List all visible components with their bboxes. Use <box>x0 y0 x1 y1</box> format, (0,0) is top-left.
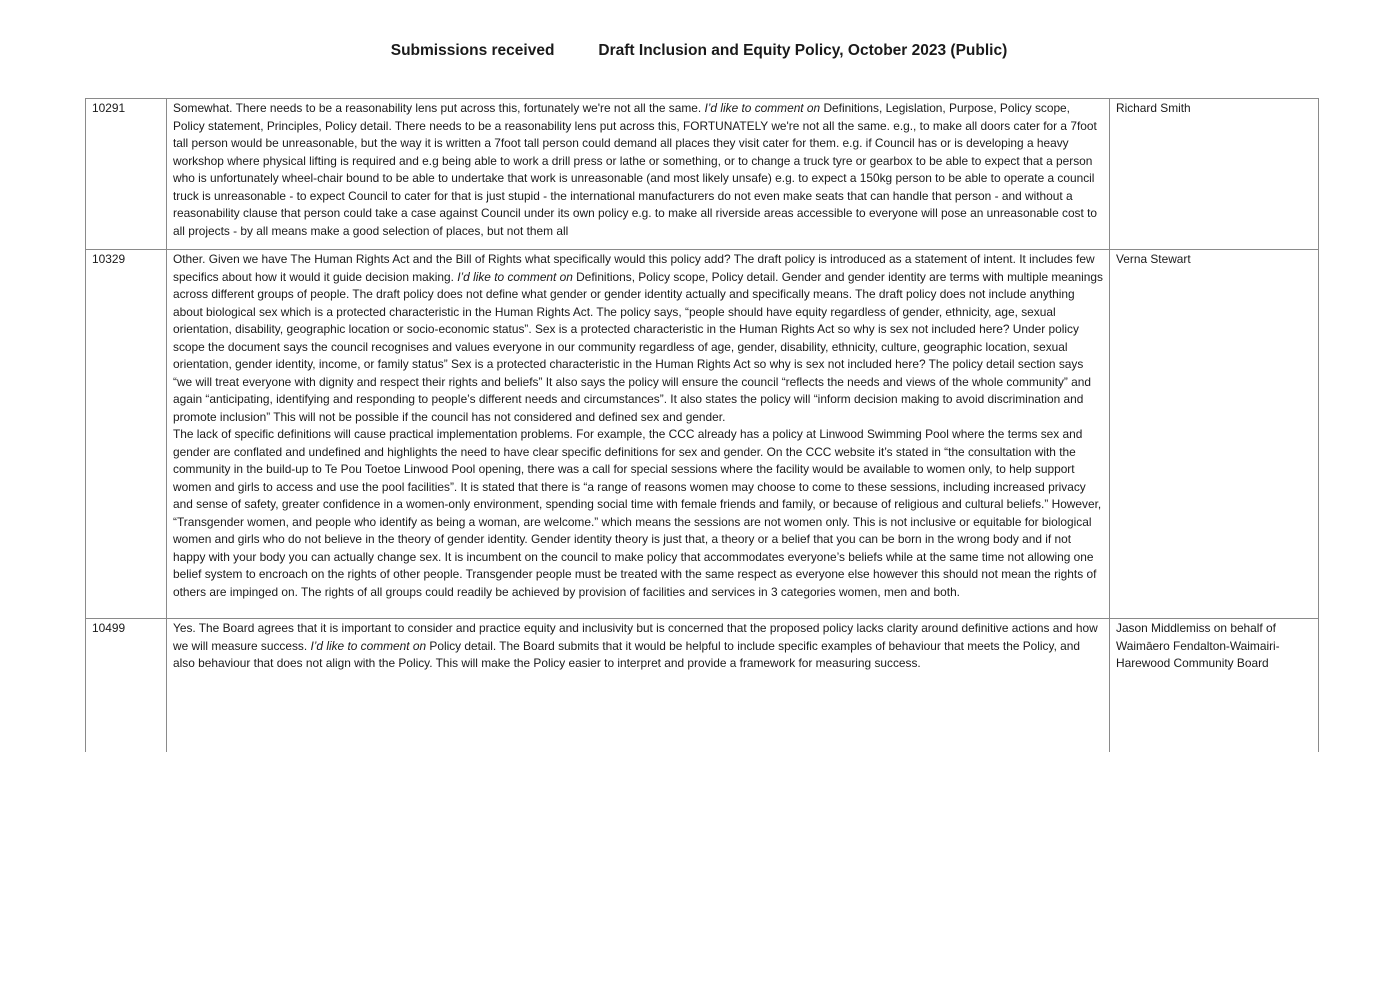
submissions-table <box>85 98 1319 752</box>
header-title: Submissions received <box>390 42 555 59</box>
header-subtitle: Draft Inclusion and Equity Policy, October 2023 (Public) <box>598 42 1008 59</box>
submission-paragraph: The lack of specific definitions will cause practical implementation problems. For example, the CCC already has a policy at Linwood Swimming Pool where the terms sex and gender are conflated and undefined and highlights the need to have clear specific definitions for sex and gender. On the CCC website it’s stated in “the consultation with the community in the build-up to Te Pou Toetoe Linwood Pool opening, there was a call for special sessions where the facility would be available to women only, to help support women and girls to access and use the pool facilities”. It is stated that there is “a range of reasons women may choose to come to these sessions, including increased privacy and sense of safety, greater confidence in a women-only environment, spending social time with female friends and family, or because of religious and cultural beliefs.” However, “Transgender women, and people who identify as being a woman, are welcome.” which means the sessions are not women only. This is not inclusive or equitable for biological women and girls who do not believe in the theory of gender identity. Gender identity theory is just that, a theory or a belief that you can be born in the wrong body and if not happy with your body you can actually change sex. It is incumbent on the council to make policy that accommodates everyone’s beliefs while at the same time not allowing one belief system to encroach on the rights of other people. Transgender people must be treated with the same respect as everyone else however this should not mean the rights of others are impinged on. The rights of all groups could readily be achieved by provision of facilities and services in 3 categories women, men and both. <box>173 427 1102 599</box>
submission-text <box>167 619 1110 752</box>
submission-id: 10291 <box>86 99 167 250</box>
submission-paragraph: Somewhat. There needs to be a reasonability lens put across this, fortunately we're not all the same. I’d like to comment on Definitions, Legislation, Purpose, Policy scope, Policy statement, Principles, Policy detail. There needs to be a reasonability lens put across this, FORTUNATELY we're not all the same. e.g., to make all doors cater for a 7foot tall person would be unreasonable, but the way it is written a 7foot tall person could demand all places they visit cater for them. e.g. if Council has or is developing a heavy workshop where physical lifting is required and e.g being able to work a drill press or lathe or something, or to change a truck tyre or gearbox to be able to expect that a person who is unfortunately wheel-chair bound to be able to undertake that work is unreasonable (and most likely unsafe) e.g. to expect a 150kg person to be able to operate a council truck is unreasonable - to expect Council to cater for that is just stupid - the international manufacturers do not even make seats that can handle that person - and without a reasonability clause that person could take a case against Council under its own policy e.g. to make all riverside areas accessible to everyone will pose an unreasonable cost to all projects - by all means make a good selection of places, but not them all <box>173 101 1098 238</box>
submission-text <box>167 250 1110 619</box>
table-row <box>86 619 1319 752</box>
table-row <box>86 250 1319 619</box>
table-row <box>86 99 1319 250</box>
submitter-name: Verna Stewart <box>1110 250 1319 619</box>
submission-id: 10329 <box>86 250 167 619</box>
submission-paragraph: Other. Given we have The Human Rights Act and the Bill of Rights what specifically would this policy add? The draft policy is introduced as a statement of intent. It includes few specifics about how it would it guide decision making. I’d like to comment on Definitions, Policy scope, Policy detail. Gender and gender identity are terms with multiple meanings across different groups of people. The draft policy does not define what gender or gender identity actually and specifically means. The draft policy does not include anything about biological sex which is a protected characteristic in the Human Rights Act. The policy says, “people should have equity regardless of gender, ethnicity, age, sexual orientation, disability, geographic location or socio-economic status”. Sex is a protected characteristic in the Human Rights Act so why is sex not included here? Under policy scope the document says the council recognises and values everyone in our community regardless of age, gender, disability, ethnicity, culture, geographic location, sexual orientation, gender identity, income, or family status” Sex is a protected characteristic in the Human Rights Act so why is sex not included here? The policy detail section says “we will treat everyone with dignity and respect their rights and beliefs” It also says the policy will ensure the council “reflects the needs and views of the whole community” and again “anticipating, identifying and responding to people’s different needs and circumstances”. It also states the policy will “inform decision making to avoid discrimination and promote inclusion” This will not be possible if the council has not considered and defined sex and gender. <box>173 252 1103 424</box>
page-header <box>0 42 1398 60</box>
submission-paragraph: Yes. The Board agrees that it is important to consider and practice equity and inclusivity but is concerned that the proposed policy lacks clarity around definitive actions and how we will measure success. I’d like to comment on Policy detail. The Board submits that it would be helpful to include specific examples of behaviour that meets the Policy, and also behaviour that does not align with the Policy. This will make the Policy easier to interpret and provide a framework for measuring success. <box>173 621 1098 670</box>
submitter-name: Richard Smith <box>1110 99 1319 250</box>
submission-text <box>167 99 1110 250</box>
submitter-name: Jason Middlemiss on behalf of Waimāero Fendalton-Waimairi-Harewood Community Board <box>1110 619 1319 752</box>
submission-id: 10499 <box>86 619 167 752</box>
